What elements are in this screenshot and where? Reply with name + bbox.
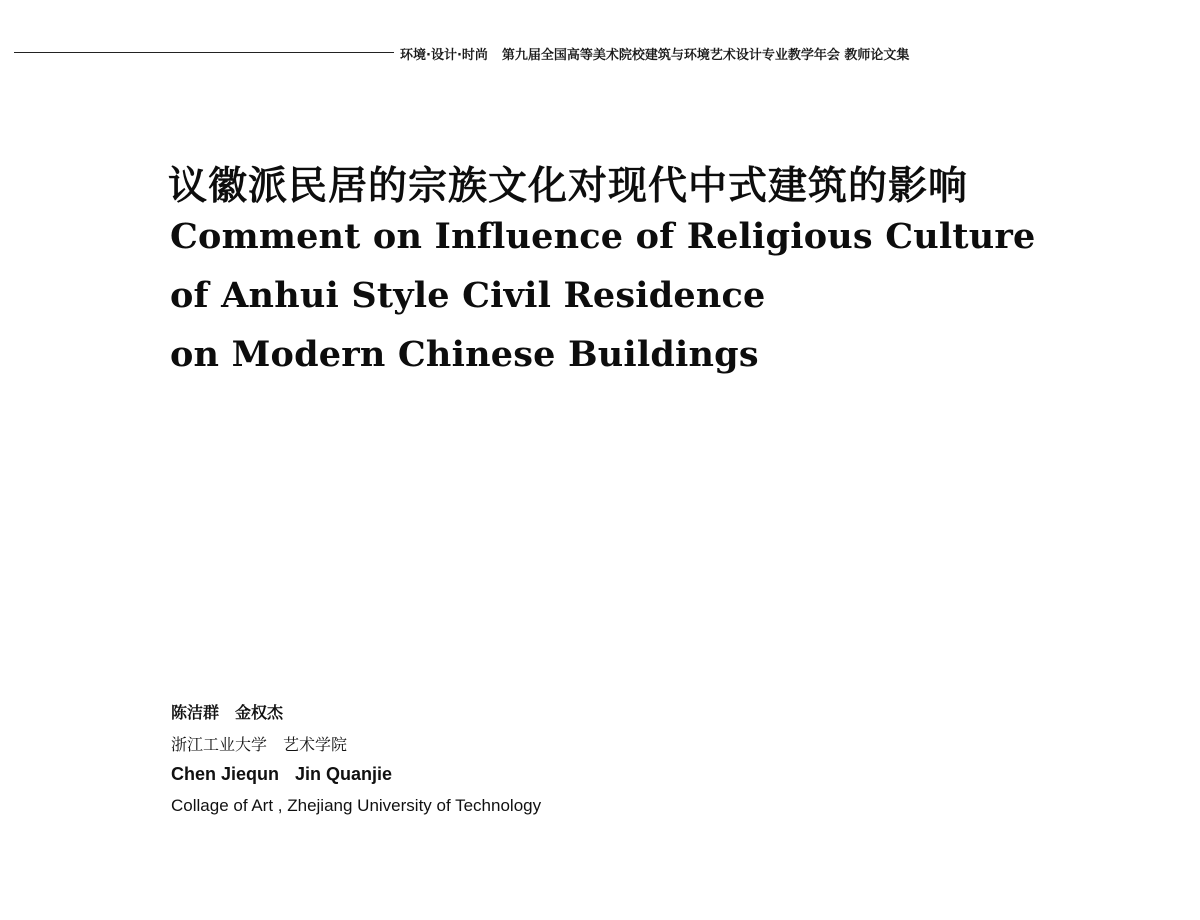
title-english-line-1: Comment on Influence of Religious Culture: [170, 216, 1036, 257]
affiliation-english: Collage of Art , Zhejiang University of Technology: [171, 796, 542, 815]
author-en-2: Jin Quanjie: [295, 764, 393, 784]
author-zh-2: 金权杰: [235, 703, 284, 722]
title-chinese: 议徽派民居的宗族文化对现代中式建筑的影响: [168, 163, 969, 209]
title-english-line-3: on Modern Chinese Buildings: [170, 334, 759, 375]
affiliation-zh-university: 浙江工业大学: [171, 735, 268, 754]
header-series: 环境·设计·时尚: [400, 48, 488, 63]
affiliation-chinese: [171, 732, 347, 755]
running-header: [400, 44, 909, 63]
title-english-line-2: of Anhui Style Civil Residence: [170, 275, 766, 316]
author-zh-1: 陈洁群: [171, 703, 220, 722]
header-conference: 第九届全国高等美术院校建筑与环境艺术设计专业教学年会 教师论文集: [501, 48, 910, 63]
authors-english: [171, 764, 392, 785]
header-rule: [14, 52, 394, 53]
author-en-1: Chen Jiequn: [171, 764, 280, 784]
affiliation-zh-college: 艺术学院: [283, 735, 348, 754]
authors-chinese: [171, 700, 283, 723]
